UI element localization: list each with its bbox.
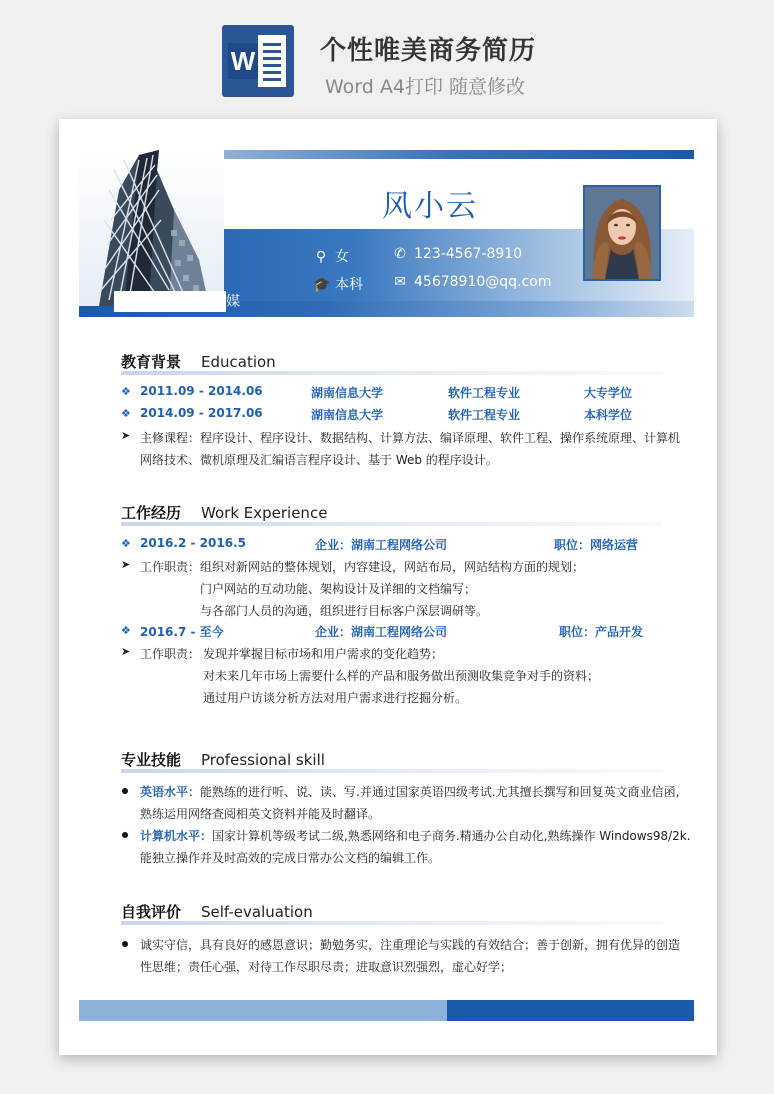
edu-period: 2011.09 - 2014.06: [140, 384, 263, 398]
resume-page: [59, 119, 717, 1055]
section-divider: [121, 371, 662, 375]
edu-school: 湖南信息大学: [311, 386, 384, 400]
section-title-education: 教育背景 Education: [121, 353, 276, 371]
diamond-bullet-icon: ❖: [121, 385, 131, 398]
job-duty-line: 与各部门人员的沟通，组织进行目标客户深层调研等。: [200, 604, 489, 618]
job-duty-line: 组织对新网站的整体规划，内容建设，网站布局，网站结构方面的规划；: [200, 560, 585, 574]
phone-icon: ✆: [394, 246, 406, 262]
arrow-bullet-icon: ➤: [121, 429, 131, 442]
job-duty-line: 发现并掌握目标市场和用户需求的变化趋势；: [203, 647, 444, 661]
edu-major: 软件工程专业: [448, 386, 521, 400]
edu-courses-line: 网络技术、微机原理及汇编语言程序设计、基于 Web 的程序设计。: [140, 453, 498, 467]
round-bullet-icon: [122, 788, 128, 794]
skill-line: 能独立操作并及时高效的完成日常办公文档的编辑工作。: [140, 851, 441, 865]
envelope-icon: ✉: [394, 274, 406, 290]
candidate-name: 风小云: [382, 189, 478, 224]
edu-degree: 本科学位: [584, 408, 633, 422]
job-duty-label: 工作职责：: [140, 647, 201, 661]
page-subtitle: Word A4打印 随意修改: [325, 76, 526, 98]
section-title-skills: 专业技能 Professional skill: [121, 751, 325, 769]
phone-info: ✆ 123-4567-8910: [392, 246, 522, 262]
job-duty-line: 通过用户访谈分析方法对用户需求进行挖掘分析。: [203, 691, 468, 705]
blank-label-box: [114, 291, 226, 312]
job-duty-line: 对未来几年市场上需要什么样的产品和服务做出预测收集竞争对手的资料；: [203, 669, 600, 683]
job-period: 2016.7 - 至今: [140, 625, 224, 639]
word-logo-icon: [222, 25, 294, 97]
section-divider: [121, 522, 662, 526]
job-company: 企业：湖南工程网络公司: [315, 538, 448, 552]
round-bullet-icon: [122, 832, 128, 838]
email-info: ✉ 45678910@qq.com: [392, 274, 551, 290]
round-bullet-icon: [122, 941, 128, 947]
job-duty-line: 门户网站的互动功能、架构设计及详细的文档编写；: [200, 582, 477, 596]
job-position: 职位：网络运营: [554, 538, 639, 552]
edu-courses-line: 主修课程：程序设计、程序设计、数据结构、计算方法、编译原理、软件工程、操作系统原理、计算机: [140, 431, 681, 445]
edu-period: 2014.09 - 2017.06: [140, 406, 263, 420]
self-eval-line: 性思维；责任心强，对待工作尽职尽责；进取意识烈强烈，虚心好学；: [140, 960, 513, 974]
banner-partial-text: 媒: [226, 294, 240, 310]
section-title-work: 工作经历 Work Experience: [121, 504, 328, 522]
graduation-cap-icon: 🎓: [313, 277, 331, 293]
arrow-bullet-icon: ➤: [121, 558, 131, 571]
edu-major: 软件工程专业: [448, 408, 521, 422]
diamond-bullet-icon: ❖: [121, 624, 131, 637]
edu-degree: 大专学位: [584, 386, 633, 400]
footer-bar-light: [79, 1000, 447, 1021]
section-divider: [121, 769, 662, 773]
skill-line: 英语水平：能熟练的进行听、说、读、写.并通过国家英语四级考试.尤其擅长撰写和回复英文商业信函,: [140, 785, 680, 799]
gender-info: ⚲ 女: [313, 246, 349, 266]
education-info: 🎓 本科: [313, 277, 363, 293]
section-title-self-eval: 自我评价 Self-evaluation: [121, 903, 313, 921]
page-title: 个性唯美商务简历: [320, 36, 537, 66]
job-company: 企业：湖南工程网络公司: [315, 625, 448, 639]
diamond-bullet-icon: ❖: [121, 407, 131, 420]
section-divider: [121, 921, 662, 925]
edu-school: 湖南信息大学: [311, 408, 384, 422]
skill-line: 计算机水平：国家计算机等级考试二级,熟悉网络和电子商务.精通办公自动化,熟练操作 Windows98/2k.: [140, 829, 691, 843]
job-position: 职位：产品开发: [559, 625, 644, 639]
arrow-bullet-icon: ➤: [121, 645, 131, 658]
skill-line: 熟练运用网络查阅相英文资料并能及时翻译。: [140, 807, 381, 821]
job-duty-label: 工作职责：: [140, 560, 201, 574]
self-eval-line: 诚实守信，具有良好的感恩意识；勤勉务实，注重理论与实践的有效结合；善于创新，拥有优异的创造: [140, 938, 681, 952]
footer-bar-dark: [447, 1000, 694, 1021]
word-logo-letter: W: [228, 43, 258, 79]
diamond-bullet-icon: ❖: [121, 537, 131, 550]
search-gender-icon: ⚲: [315, 249, 327, 265]
profile-photo: [583, 185, 661, 281]
job-period: 2016.2 - 2016.5: [140, 536, 246, 550]
building-image: [79, 150, 224, 306]
